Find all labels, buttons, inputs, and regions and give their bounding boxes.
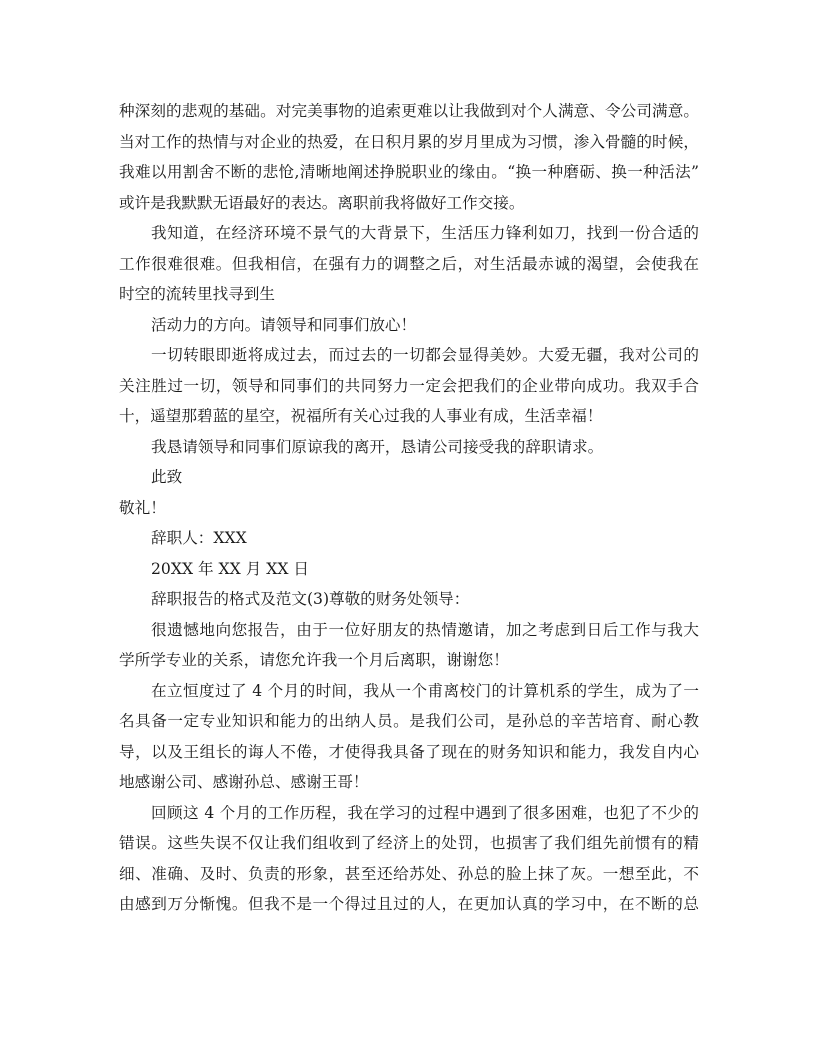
text-line: 关注胜过一切，领导和同事们的共同努力一定会把我们的企业带向成功。我双手合 — [119, 376, 699, 395]
text-line: 导，以及王组长的诲人不倦，才使得我具备了现在的财务知识和能力，我发自内心 — [119, 742, 699, 761]
text-line: 辞职人：XXX — [151, 529, 247, 547]
text-line: 十，遥望那碧蓝的星空，祝福所有关心过我的人事业有成，生活幸福！ — [119, 407, 603, 425]
text-line: 细、准确、及时、负责的形象，甚至还给苏处、孙总的脸上抹了灰。一想至此，不 — [119, 864, 699, 883]
text-line: 敬礼！ — [119, 498, 166, 517]
text-line: 当对工作的热情与对企业的热爱，在日积月累的岁月里成为习惯，渗入骨髓的时候， — [119, 132, 699, 151]
document-body — [119, 96, 699, 920]
text-line: 名具备一定专业知识和能力的出纳人员。是我们公司，是孙总的辛苦培育、耐心教 — [119, 712, 699, 730]
text-line: 在立恒度过了 4 个月的时间，我从一个甫离校门的计算机系的学生，成为了一 — [151, 681, 699, 700]
text-line: 很遗憾地向您报告，由于一位好朋友的热情邀请，加之考虑到日后工作与我大 — [151, 620, 699, 639]
text-line: 我难以用割舍不断的悲怆,清晰地阐述挣脱职业的缘由。“换一种磨砺、换一种活法” — [119, 163, 699, 181]
text-line: 我恳请领导和同事们原谅我的离开，恳请公司接受我的辞职请求。 — [151, 437, 604, 456]
text-line: 回顾这 4 个月的工作历程，我在学习的过程中遇到了很多困难，也犯了不少的 — [151, 803, 699, 822]
text-line: 工作很难很难。但我相信，在强有力的调整之后，对生活最赤诚的渴望，会使我在 — [119, 254, 699, 273]
text-line: 20XX 年 XX 月 XX 日 — [151, 559, 310, 578]
text-line: 一切转眼即逝将成过去，而过去的一切都会显得美妙。大爱无疆，我对公司的 — [151, 346, 699, 364]
text-line: 学所学专业的关系，请您允许我一个月后离职，谢谢您！ — [119, 651, 509, 669]
text-line: 我知道，在经济环境不景气的大背景下，生活压力锋利如刀，找到一份合适的 — [151, 224, 699, 242]
text-line: 错误。这些失误不仅让我们组收到了经济上的处罚，也损害了我们组先前惯有的精 — [119, 834, 699, 852]
text-line: 地感谢公司、感谢孙总、感谢王哥！ — [119, 773, 369, 791]
text-line: 此致 — [151, 468, 183, 486]
text-line: 辞职报告的格式及范文(3)尊敬的财务处领导： — [151, 590, 470, 608]
text-line: 活动力的方向。请领导和同事们放心！ — [151, 315, 417, 334]
text-line: 种深刻的悲观的基础。对完美事物的追索更难以让我做到对个人满意、令公司满意。 — [119, 102, 699, 120]
text-line: 由感到万分惭愧。但我不是一个得过且过的人，在更加认真的学习中，在不断的总 — [119, 895, 699, 913]
text-line: 时空的流转里找寻到生 — [119, 285, 275, 303]
text-line: 或许是我默默无语最好的表达。离职前我将做好工作交接。 — [119, 193, 525, 212]
